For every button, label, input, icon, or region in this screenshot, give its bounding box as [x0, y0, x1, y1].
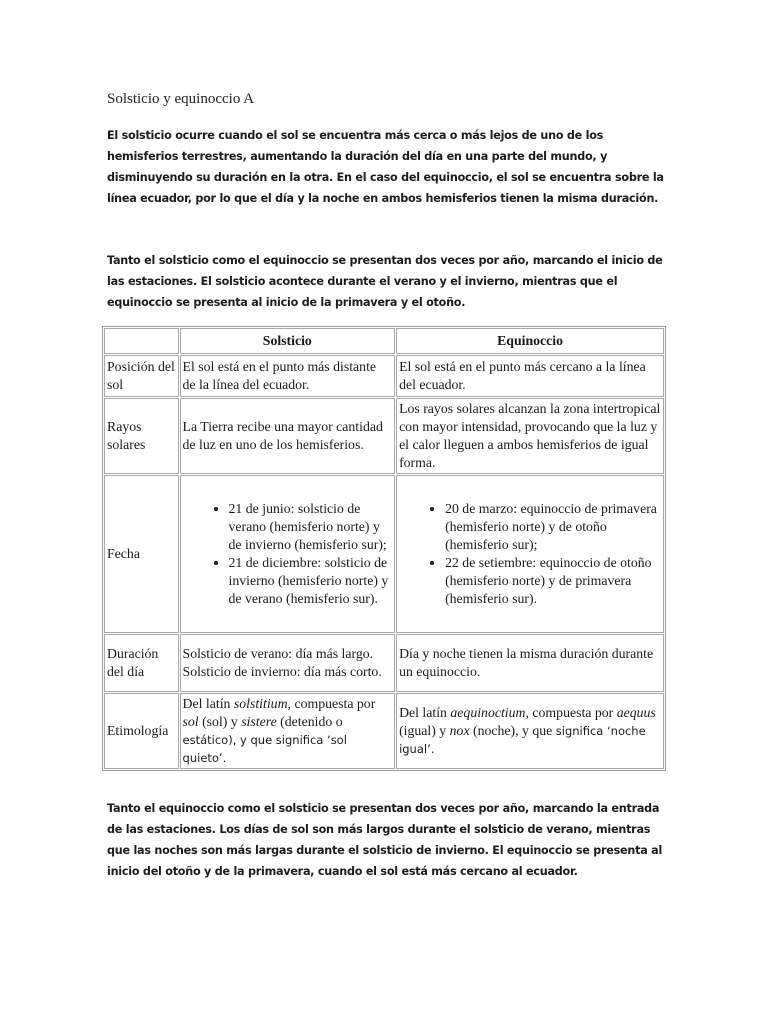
cell-posicion-equinoccio: El sol está en el punto más cercano a la línea del ecuador.	[396, 355, 664, 397]
solsticio-dates-list	[183, 500, 393, 608]
etym-meaning: estático), y que significa ‘sol quieto’.	[182, 733, 347, 765]
cell-etimologia-equinoccio	[396, 693, 664, 769]
list-item: • 21 de junio: solsticio de verano (hemisferio norte) y de invierno (hemisferio sur);	[229, 500, 393, 554]
comparison-table	[102, 326, 666, 771]
table-row	[104, 693, 664, 769]
etym-text: (detenido o	[276, 714, 343, 729]
header-equinoccio: Equinoccio	[396, 328, 664, 354]
etym-term: aequus	[616, 705, 656, 720]
document-title: Solsticio y equinoccio A	[107, 91, 255, 107]
etym-term: solstitium	[233, 696, 288, 711]
list-item: • 20 de marzo: equinoccio de primavera (hemisferio norte) y de otoño (hemisferio sur);	[445, 500, 661, 554]
cell-fecha-equinoccio	[396, 475, 664, 633]
closing-paragraph: Tanto el equinoccio como el solsticio se presentan dos veces por año, marcando la entrada de las estaciones. Los días de sol son más largos durante el solsticio de verano, mientras que las noches son más largas durante el solsticio de invierno. El equinoccio se presenta al inicio del otoño y de la primavera, cuando el sol está más cercano al ecuador.	[107, 802, 663, 878]
table-row	[104, 475, 664, 633]
etym-text: Del latín	[182, 696, 234, 711]
cell-etimologia-solsticio	[180, 693, 396, 769]
header-solsticio: Solsticio	[180, 328, 396, 354]
etym-meaning: significa ‘noche igual’.	[399, 724, 646, 756]
etym-term: nox	[449, 723, 470, 738]
etym-text: Del latín	[399, 705, 451, 720]
row-label-rayos: Rayos solares	[104, 398, 179, 474]
table-row	[104, 355, 664, 397]
etym-text: (sol) y	[198, 714, 242, 729]
etym-text: (igual) y	[399, 723, 450, 738]
list-item: • 21 de diciembre: solsticio de invierno (hemisferio norte) y de verano (hemisferio sur).	[229, 554, 393, 608]
cell-fecha-solsticio	[180, 475, 396, 633]
etym-text: (noche), y que	[469, 723, 556, 738]
cell-posicion-solsticio: El sol está en el punto más distante de la línea del ecuador.	[180, 355, 396, 397]
row-label-duracion: Duración del día	[104, 634, 179, 692]
row-label-posicion: Posición del sol	[104, 355, 179, 397]
cell-duracion-equinoccio: Día y noche tienen la misma duración durante un equinoccio.	[396, 634, 664, 692]
etym-text: , compuesta por	[287, 696, 376, 711]
equinoccio-dates-list	[399, 500, 661, 608]
table-row	[104, 634, 664, 692]
cell-rayos-equinoccio: Los rayos solares alcanzan la zona intertropical con mayor intensidad, provocando que la luz y el calor lleguen a ambos hemisferios de igual forma.	[396, 398, 664, 474]
etym-text: , compuesta por	[525, 705, 617, 720]
list-item: • 22 de setiembre: equinoccio de otoño (hemisferio norte) y de primavera (hemisferio sur).	[445, 554, 661, 608]
table-row	[104, 398, 664, 474]
intro-paragraph: El solsticio ocurre cuando el sol se encuentra más cerca o más lejos de uno de los hemisferios terrestres, aumentando la duración del día en una parte del mundo, y disminuyendo su duración en la otra. En el caso del equinoccio, el sol se encuentra sobre la línea ecuador, por lo que el día y la noche en ambos hemisferios tienen la misma duración.	[107, 129, 664, 205]
second-paragraph: Tanto el solsticio como el equinoccio se presentan dos veces por año, marcando el inicio de las estaciones. El solsticio acontece durante el verano y el invierno, mientras que el equinoccio se presenta al inicio de la primavera y el otoño.	[107, 254, 663, 309]
etym-term: aequinoctium	[450, 705, 526, 720]
table-header-row	[104, 328, 664, 354]
row-label-fecha: Fecha	[104, 475, 179, 633]
etym-term: sistere	[241, 714, 277, 729]
cell-duracion-solsticio: Solsticio de verano: día más largo. Solsticio de invierno: día más corto.	[180, 634, 396, 692]
etym-term: sol	[182, 714, 199, 729]
cell-rayos-solsticio: La Tierra recibe una mayor cantidad de luz en uno de los hemisferios.	[180, 398, 396, 474]
header-empty	[104, 328, 179, 354]
row-label-etimologia: Etimología	[104, 693, 179, 769]
